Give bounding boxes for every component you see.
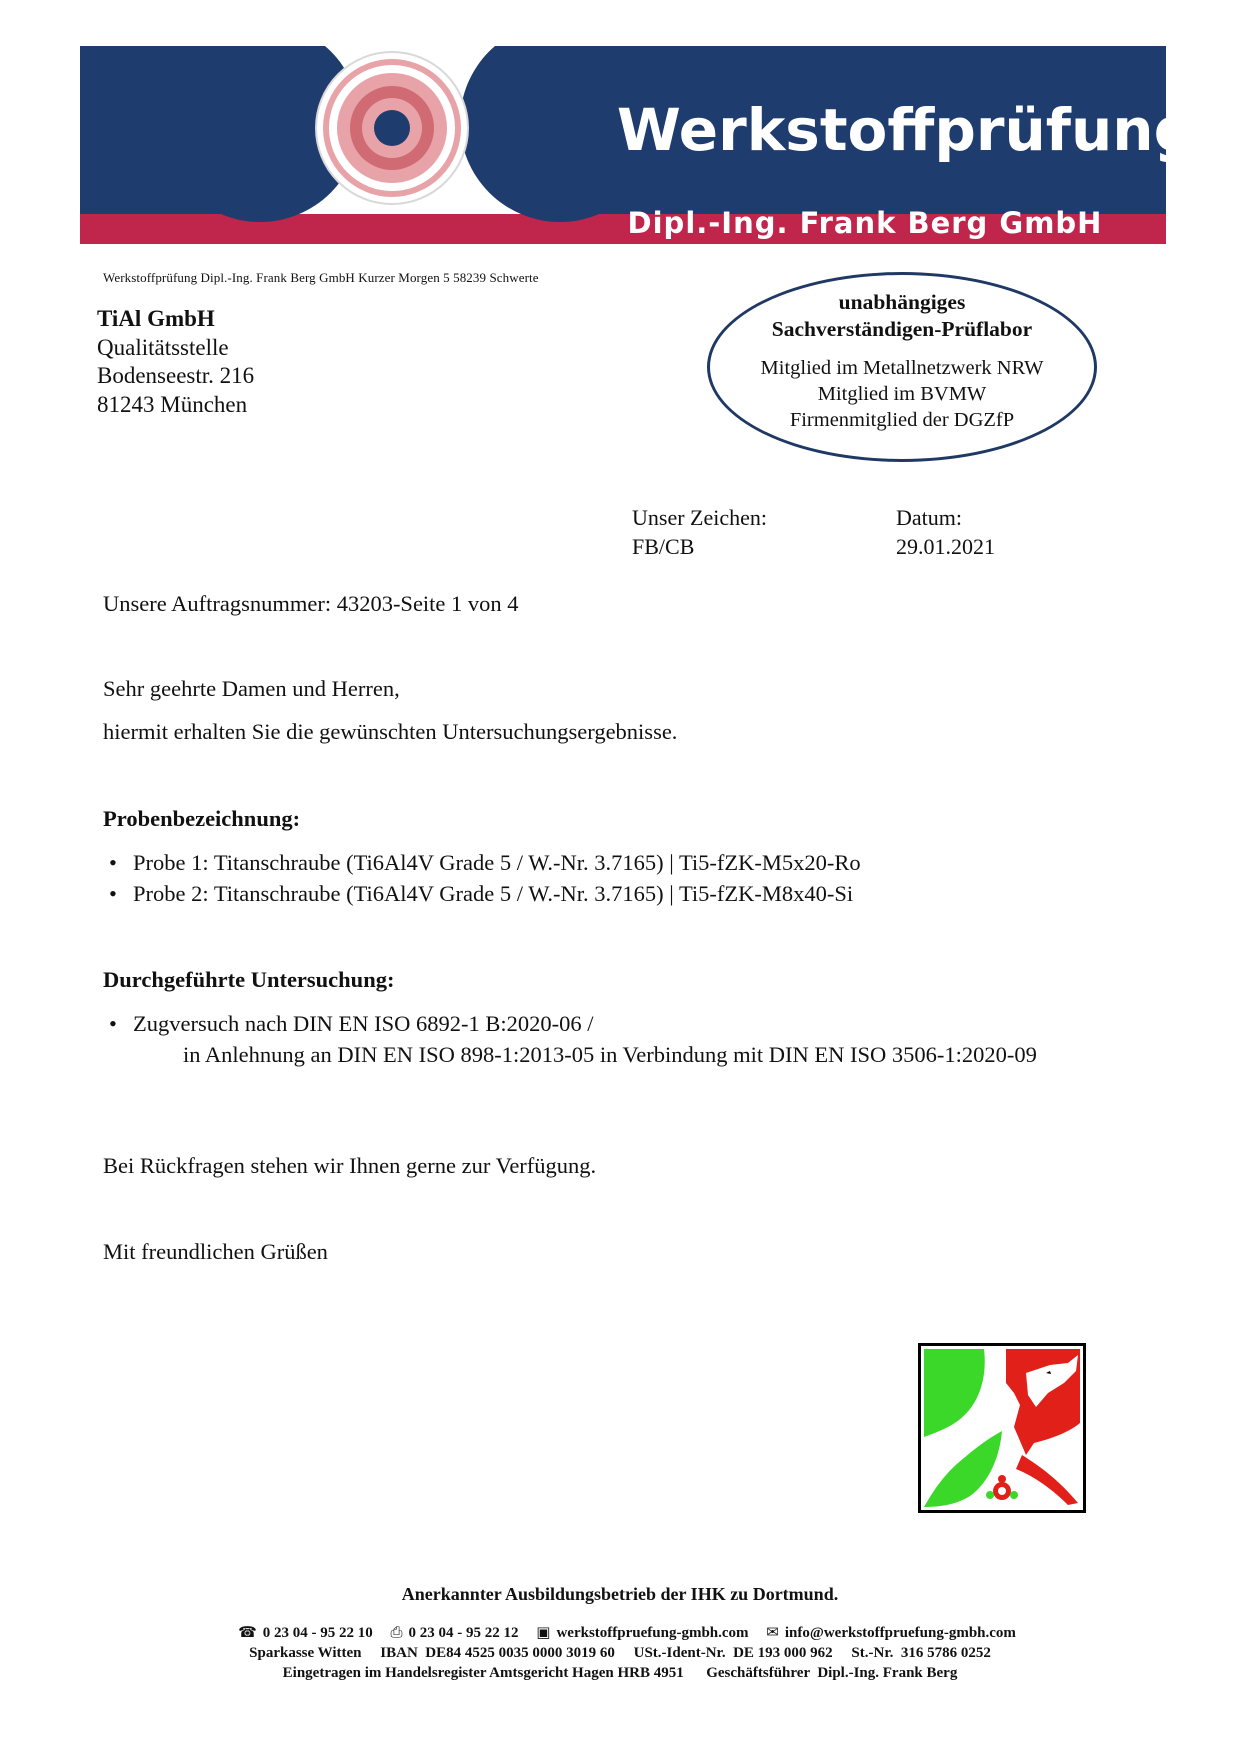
phone-icon: ☎ bbox=[238, 1625, 257, 1641]
footer-ihk-note: Anerkannter Ausbildungsbetrieb der IHK zu Dortmund. bbox=[401, 1584, 839, 1604]
footer-email[interactable]: info@werkstoffpruefung-gmbh.com bbox=[784, 1625, 1016, 1641]
recipient-address bbox=[97, 305, 254, 419]
recipient-name: TiAl GmbH bbox=[97, 306, 215, 331]
date-block bbox=[896, 504, 995, 561]
salutation: Sehr geehrte Damen und Herren, bbox=[103, 676, 400, 701]
test-item-line-1: Zugversuch nach DIN EN ISO 6892-1 B:2020-06 / bbox=[133, 1011, 594, 1036]
footer-web[interactable]: werkstoffpruefung-gmbh.com bbox=[556, 1625, 749, 1641]
nrw-coat-of-arms-icon bbox=[918, 1343, 1086, 1513]
footer-fax: 0 23 04 - 95 22 12 bbox=[408, 1625, 519, 1641]
badge-line-2: Mitglied im BVMW bbox=[817, 383, 987, 405]
sender-address-line: Werkstoffprüfung Dipl.-Ing. Frank Berg GmbH Kurzer Morgen 5 58239 Schwerte bbox=[103, 270, 539, 285]
footer-contact-line bbox=[0, 1624, 1240, 1643]
badge-title-1: unabhängiges bbox=[838, 290, 966, 314]
samples-heading: Probenbezeichnung: bbox=[103, 806, 301, 831]
badge-line-1: Mitglied im Metallnetzwerk NRW bbox=[760, 357, 1044, 379]
recipient-city: 81243 München bbox=[97, 391, 248, 417]
regards-text: Mit freundlichen Grüßen bbox=[103, 1239, 328, 1264]
reference-sign-value: FB/CB bbox=[632, 533, 695, 559]
target-logo-icon bbox=[316, 52, 468, 204]
badge-line-3: Firmenmitglied der DGZfP bbox=[789, 409, 1015, 431]
order-number: Unsere Auftragsnummer: 43203-Seite 1 von 4 bbox=[103, 591, 519, 616]
company-banner bbox=[80, 46, 1166, 244]
footer-register-line: Eingetragen im Handelsregister Amtsgericht Hagen HRB 4951 Geschäftsführer Dipl.-Ing. Frank Berg bbox=[282, 1665, 958, 1681]
fax-icon: ⎙ bbox=[390, 1625, 403, 1641]
computer-icon: ▣ bbox=[536, 1625, 551, 1641]
recipient-department: Qualitätsstelle bbox=[97, 334, 229, 360]
footer-phone: 0 23 04 - 95 22 10 bbox=[262, 1625, 373, 1641]
date-label: Datum: bbox=[896, 505, 962, 530]
tests-list bbox=[103, 1008, 1037, 1070]
reference-sign bbox=[632, 504, 767, 561]
accreditation-badge bbox=[707, 272, 1097, 462]
test-item bbox=[103, 1008, 1037, 1070]
banner-title: Werkstoffprüfung bbox=[616, 96, 1166, 164]
recipient-street: Bodenseestr. 216 bbox=[97, 363, 255, 388]
banner-subtitle: Dipl.-Ing. Frank Berg GmbH bbox=[627, 206, 1103, 240]
closing-text: Bei Rückfragen stehen wir Ihnen gerne zur Verfügung. bbox=[103, 1153, 597, 1178]
reference-sign-label: Unser Zeichen: bbox=[632, 505, 767, 530]
badge-title-2: Sachverständigen-Prüflabor bbox=[771, 317, 1033, 341]
sample-item: • Probe 1: Titanschraube (Ti6Al4V Grade 5 / W.-Nr. 3.7165) | Ti5-fZK-M5x20-Ro bbox=[103, 847, 861, 878]
intro-text: hiermit erhalten Sie die gewünschten Untersuchungsergebnisse. bbox=[103, 719, 678, 744]
email-icon: ✉ bbox=[766, 1625, 779, 1641]
banner-graphic bbox=[80, 46, 1166, 244]
sample-item: • Probe 2: Titanschraube (Ti6Al4V Grade 5 / W.-Nr. 3.7165) | Ti5-fZK-M8x40-Si bbox=[103, 878, 861, 909]
tests-heading: Durchgeführte Untersuchung: bbox=[103, 967, 395, 992]
samples-list bbox=[103, 847, 861, 909]
footer-bank-line: Sparkasse Witten IBAN DE84 4525 0035 0000 3019 60 USt.-Ident-Nr. DE 193 000 962 St.-Nr. 316 5786 0252 bbox=[249, 1645, 991, 1661]
date-value: 29.01.2021 bbox=[896, 533, 995, 559]
test-item-line-2: in Anlehnung an DIN EN ISO 898-1:2013-05 in Verbindung mit DIN EN ISO 3506-1:2020-09 bbox=[183, 1042, 1037, 1067]
